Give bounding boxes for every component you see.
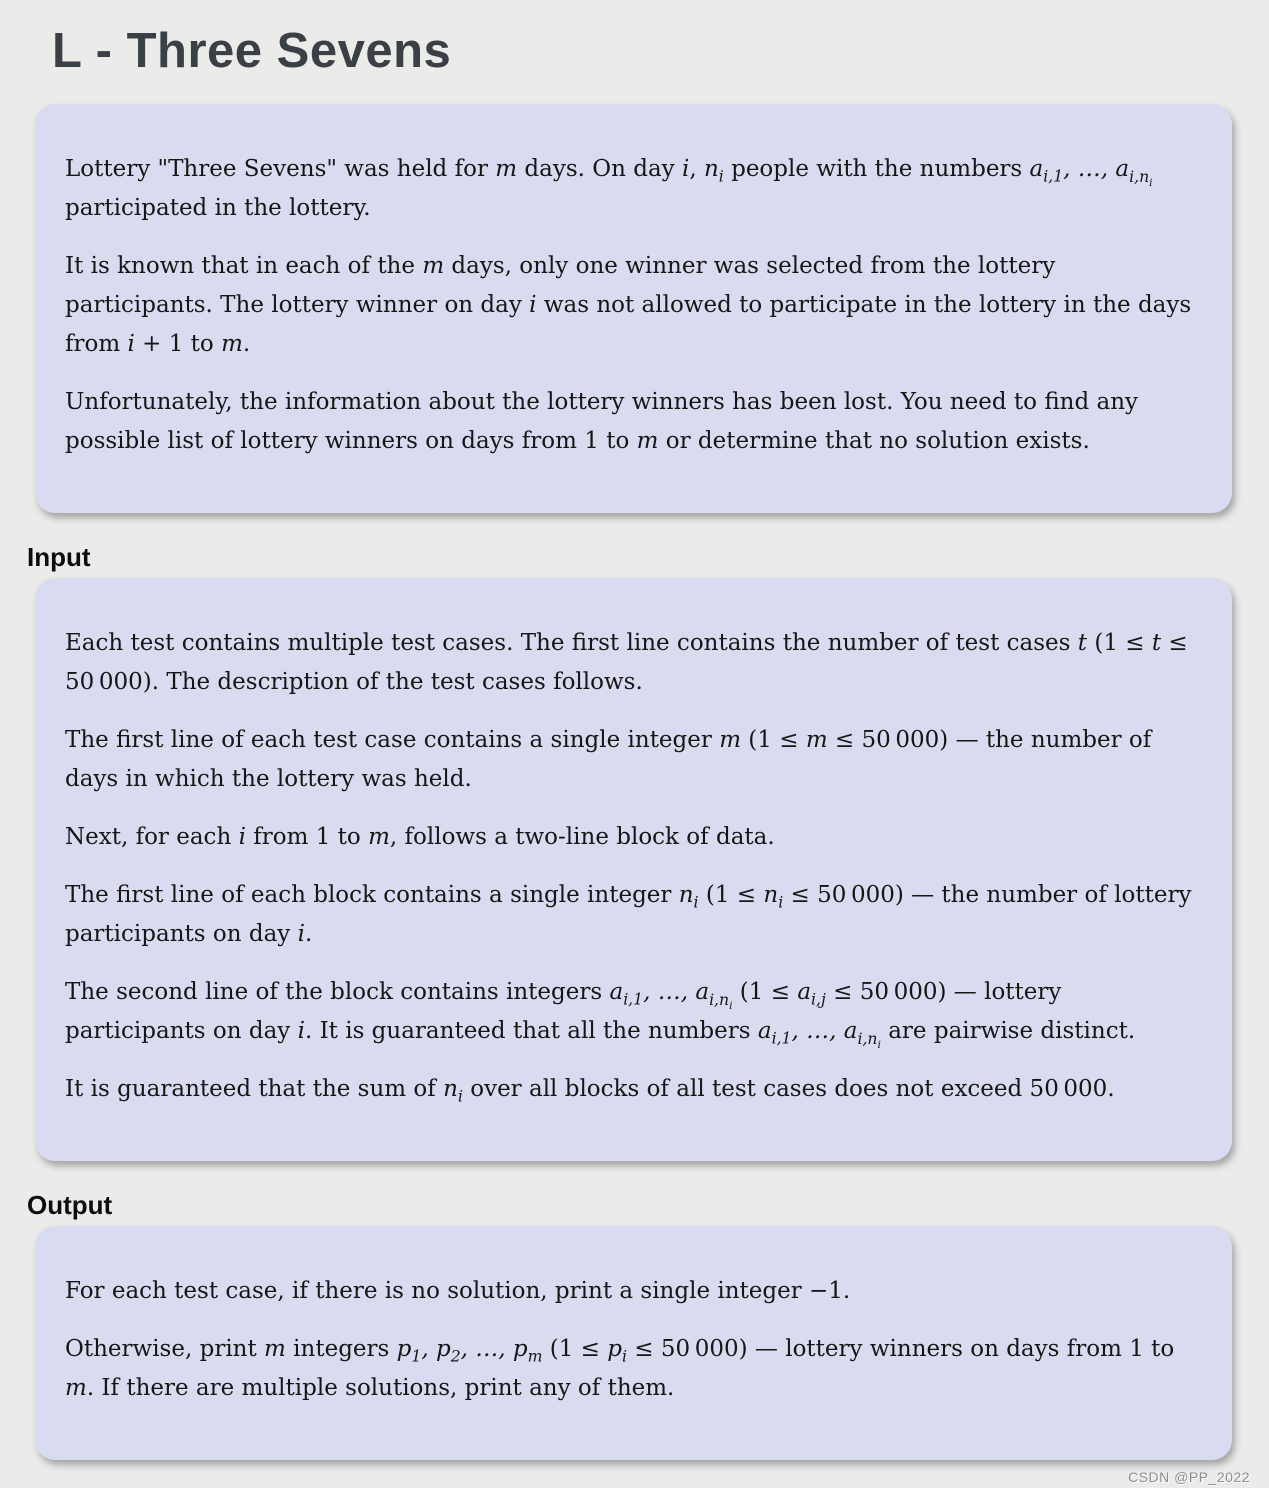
math-expression: $a_{i,j}$: [797, 979, 826, 1009]
input-paragraphs: [65, 624, 1202, 1109]
math-expression: i: [297, 921, 305, 948]
math-expression: $n_i$: [703, 156, 724, 187]
statement-card: [35, 104, 1232, 513]
math-expression: $p_1$, $p_2$, …, $p_m$: [396, 1335, 543, 1366]
paragraph: It is guaranteed that the sum of $n_i$ over all blocks of all test cases does not exceed 50 000.: [65, 1076, 1115, 1106]
math-expression: i: [238, 824, 246, 851]
output-heading: Output: [27, 1190, 113, 1221]
math-expression: i: [681, 156, 690, 183]
paragraph: It is known that in each of the m days, only one winner was selected from the lottery participants. The lottery winner on day i was not allowed to participate in the lottery in the days from i + 1 to m.: [65, 253, 1192, 358]
math-expression: t: [1151, 630, 1162, 657]
math-expression: m: [636, 428, 659, 455]
watermark: CSDN @PP_2022: [1128, 1469, 1250, 1485]
paragraph: For each test case, if there is no solution, print a single integer −1.: [65, 1277, 851, 1304]
paragraph: Unfortunately, the information about the lottery winners has been lost. You need to find any possible list of lottery winners on days from 1 to m or determine that no solution exists.: [65, 389, 1139, 455]
math-expression: m: [65, 1374, 87, 1401]
paragraph: Otherwise, print m integers $p_1$, $p_2$, …, $p_m$ ($1 \le p_i \le 50$ 000) — lottery winners on days from 1 to m. If there are multiple solutions, print any of them.: [65, 1335, 1175, 1401]
paragraph: The first line of each test case contains a single integer m (1 ≤ m ≤ 50 000) — the number of days in which the lottery was held.: [65, 727, 1152, 793]
math-expression: m: [495, 156, 518, 183]
math-expression: i: [127, 331, 135, 358]
math-expression: m: [719, 727, 741, 754]
paragraph: Each test contains multiple test cases. The first line contains the number of test cases t (1 ≤ t ≤ 50 000). The description of the test cases follows.: [65, 630, 1188, 696]
math-expression: $a_{i,1}$, …, $a_{i,n_i}$: [1029, 156, 1153, 190]
problem-title: L - Three Sevens: [52, 24, 452, 78]
math-expression: $n_i$: [443, 1076, 463, 1106]
math-expression: $a_{i,1}$, …, $a_{i,n_i}$: [757, 1018, 881, 1051]
math-expression: t: [1077, 630, 1088, 657]
paragraph: Next, for each i from 1 to m, follows a two-line block of data.: [65, 824, 775, 851]
statement-paragraphs: [65, 150, 1202, 461]
math-expression: i: [297, 1018, 305, 1045]
output-paragraphs: [65, 1272, 1202, 1408]
math-expression: m: [368, 824, 390, 851]
math-expression: m: [221, 331, 243, 358]
math-expression: m: [264, 1335, 286, 1362]
math-expression: $p_i$: [607, 1335, 627, 1366]
output-card: [35, 1226, 1232, 1460]
paragraph: The first line of each block contains a single integer $n_i$ ($1 \le n_i \le 50$ 000) — the number of lottery participants on day i.: [65, 882, 1192, 948]
math-expression: $n_i$: [763, 882, 784, 912]
math-expression: m: [805, 727, 828, 754]
input-card: [35, 578, 1232, 1161]
math-expression: m: [422, 253, 445, 280]
input-heading: Input: [27, 542, 91, 573]
paragraph: The second line of the block contains integers $a_{i,1}$, …, $a_{i,n_i}$ ($1 \le a_{i,j} \le 50$ 000) — lottery participants on day i. It is guaranteed that all the numbers $a_{i,1}$, …, $a_{i,n_i}$ are pairwise distinct.: [65, 979, 1136, 1051]
math-expression: i: [529, 292, 537, 319]
math-expression: $n_i$: [678, 882, 699, 912]
paragraph: Lottery "Three Sevens" was held for m days. On day i, $n_i$ people with the numbers $a_{i,1}$, …, $a_{i,n_i}$ participated in the lottery.: [65, 156, 1153, 222]
math-expression: $a_{i,1}$, …, $a_{i,n_i}$: [609, 979, 733, 1012]
